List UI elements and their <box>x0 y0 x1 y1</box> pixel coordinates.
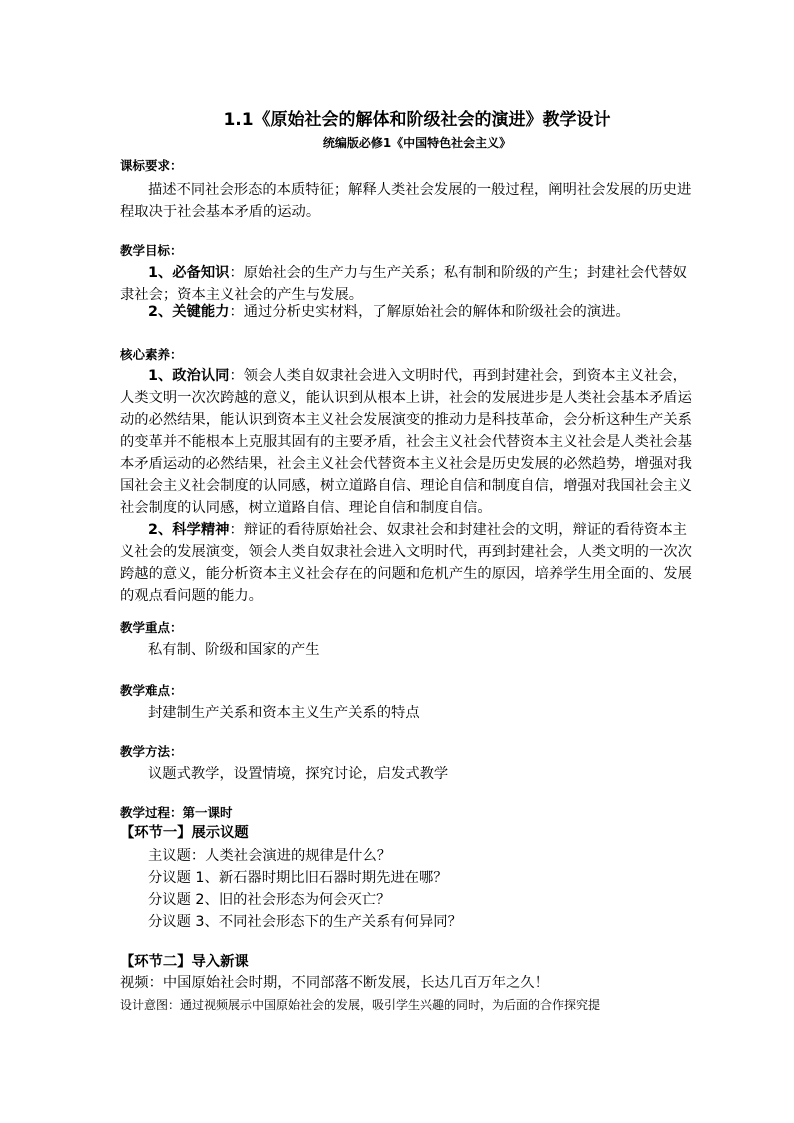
literacy-label: 2、科学精神 <box>148 522 230 538</box>
section-heading: 【环节二】导入新课 <box>120 954 249 970</box>
literacy-item <box>148 520 687 540</box>
objective-line: 隶社会；资本主义社会的产生与发展。 <box>120 287 364 303</box>
curriculum-heading: 课标要求： <box>120 158 183 173</box>
video-text: 视频：中国原始社会时期，不同部落不断发展，长达几百万年之久！ <box>120 975 549 991</box>
objective-text: ：原始社会的生产力与生产关系；私有制和阶级的产生；封建社会代替奴 <box>229 265 687 281</box>
literacy-line: 动的必然结果，能认识到资本主义社会发展演变的推动力是科技革命，会分析这种生产关系 <box>120 412 692 428</box>
literacy-item <box>148 366 687 386</box>
methods-text: 议题式教学，设置情境，探究讨论，启发式教学 <box>148 766 449 782</box>
literacy-line: 本矛盾运动的必然结果，社会主义社会代替资本主义社会是历史发展的必然趋势，增强对我 <box>120 456 692 472</box>
literacy-text: ：辩证的看待原始社会、奴隶社会和封建社会的文明，辩证的看待资本主 <box>229 522 687 538</box>
curriculum-line: 程取决于社会基本矛盾的运动。 <box>120 204 321 220</box>
literacy-heading: 核心素养： <box>120 347 183 362</box>
literacy-line: 跨越的意义，能分析资本主义社会存在的问题和危机产生的原因，培养学生用全面的、发展 <box>120 566 692 582</box>
literacy-line: 的变革并不能根本上克服其固有的主要矛盾，社会主义社会代替资本主义社会是人类社会基 <box>120 434 692 450</box>
objective-text: ：通过分析史实材料，了解原始社会的解体和阶级社会的演进。 <box>229 304 630 320</box>
literacy-line: 人类文明一次次跨越的意义，能认识到从根本上讲，社会的发展进步是人类社会基本矛盾运 <box>120 390 692 406</box>
literacy-line: 国社会主义社会制度的认同感，树立道路自信、理论自信和制度自信，增强对我国社会主义 <box>120 478 692 494</box>
topic-item: 分议题 1、新石器时期比旧石器时期先进在哪？ <box>148 870 448 886</box>
key-point-heading: 教学重点： <box>120 620 183 635</box>
objective-label: 1、必备知识 <box>148 265 230 281</box>
topic-item: 分议题 2、旧的社会形态为何会灭亡？ <box>148 892 391 908</box>
literacy-text: ：领会人类自奴隶社会进入文明时代，再到封建社会，到资本主义社会， <box>229 368 687 384</box>
objective-item <box>148 263 687 283</box>
literacy-line: 的观点看问题的能力。 <box>120 588 263 604</box>
literacy-line: 义社会的发展演变，领会人类自奴隶社会进入文明时代，再到封建社会，人类文明的一次次 <box>120 544 692 560</box>
key-point-text: 私有制、阶级和国家的产生 <box>148 642 320 658</box>
curriculum-line: 描述不同社会形态的本质特征；解释人类社会发展的一般过程，阐明社会发展的历史进 <box>148 182 692 198</box>
topic-item: 分议题 3、不同社会形态下的生产关系有何异同？ <box>148 914 462 930</box>
objective-label: 2、关键能力 <box>148 304 230 320</box>
section-heading: 【环节一】展示议题 <box>120 825 249 841</box>
literacy-line: 社会制度的认同感，树立道路自信、理论自信和制度自信。 <box>120 500 492 516</box>
design-intent-text: 设计意图：通过视频展示中国原始社会的发展，吸引学生兴趣的同时，为后面的合作探究提 <box>120 998 601 1012</box>
topic-item: 主议题：人类社会演进的规律是什么？ <box>148 848 392 864</box>
difficulty-text: 封建制生产关系和资本主义生产关系的特点 <box>148 705 420 721</box>
objectives-heading: 教学目标： <box>120 243 183 258</box>
process-heading: 教学过程：第一课时 <box>120 805 233 820</box>
objective-item <box>148 302 630 322</box>
document-subtitle: 统编版必修1《中国特色社会主义》 <box>322 136 512 150</box>
methods-heading: 教学方法： <box>120 744 183 759</box>
document-title: 1.1《原始社会的解体和阶级社会的演进》教学设计 <box>223 110 611 130</box>
difficulty-heading: 教学难点： <box>120 683 183 698</box>
literacy-label: 1、政治认同 <box>148 368 230 384</box>
